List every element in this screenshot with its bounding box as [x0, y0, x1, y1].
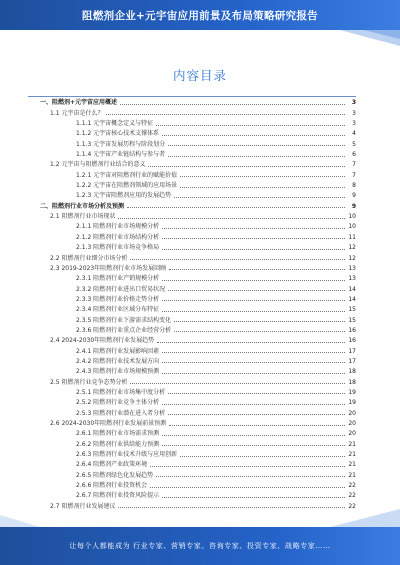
toc-entry[interactable]: [28, 230, 356, 240]
toc-entry-page: 17: [348, 347, 356, 355]
toc-entry-page: 8: [352, 182, 356, 190]
toc-entry-page: 15: [348, 306, 356, 314]
toc-leader-dots: [162, 280, 345, 281]
toc-entry-title: 1.1.1 元宇宙概念定义与特征: [76, 120, 154, 128]
toc-entry[interactable]: [28, 417, 356, 427]
toc-leader-dots: [169, 425, 345, 426]
toc-entry-title: 2.5.2 阻燃剂行业竞争主体分析: [76, 399, 160, 407]
toc-entry-page: 18: [348, 368, 356, 376]
toc-entry[interactable]: [28, 106, 356, 116]
toc-entry-page: 15: [348, 316, 356, 324]
toc-entry-title: 2.6.7 阻燃剂行业投资风险提示: [76, 492, 160, 500]
toc-entry-title: 二、阻燃剂行业市场分析及预测: [40, 202, 125, 210]
toc-entry[interactable]: [28, 189, 356, 199]
toc-leader-dots: [168, 393, 345, 394]
toc-entry-title: 2.4.2 阻燃剂行业技术发展方向: [76, 357, 160, 365]
toc-entry[interactable]: [28, 479, 356, 489]
toc-entry[interactable]: [28, 220, 356, 230]
toc-entry[interactable]: [28, 468, 356, 478]
toc-entry[interactable]: [28, 179, 356, 189]
toc-leader-dots: [162, 352, 345, 353]
toc-entry[interactable]: [28, 458, 356, 468]
toc-entry[interactable]: [28, 303, 356, 313]
toc-entry[interactable]: [28, 386, 356, 396]
toc-entry-title: 2.1.1 阻燃剂行业市场规模分析: [76, 223, 160, 231]
toc-leader-dots: [180, 176, 345, 177]
toc-leader-dots: [127, 207, 345, 208]
toc-entry-title: 1.1 元宇宙是什么？: [50, 109, 104, 117]
toc-entry-title: 2.6.6 阻燃剂行业投资机会: [76, 482, 148, 490]
toc-entry[interactable]: [28, 448, 356, 458]
toc-entry-page: 22: [348, 482, 356, 490]
toc-leader-dots: [150, 466, 345, 467]
toc-entry-page: 11: [348, 233, 356, 241]
toc-entry-title: 2.3.6 阻燃剂行业重点企业经营分析: [76, 326, 172, 334]
toc-leader-dots: [162, 435, 345, 436]
toc-entry-page: 16: [348, 326, 356, 334]
toc-leader-dots: [120, 104, 345, 105]
toc-entry[interactable]: [28, 241, 356, 251]
toc-leader-dots: [168, 156, 345, 157]
toc-entry-page: 14: [348, 285, 356, 293]
toc-leader-dots: [157, 342, 345, 343]
toc-leader-dots: [162, 404, 345, 405]
toc-entry[interactable]: [28, 210, 356, 220]
toc-entry-page: 7: [352, 171, 356, 179]
toc-entry[interactable]: [28, 96, 356, 106]
toc-entry-title: 2.5.3 阻燃剂行业潜在进入者分析: [76, 409, 166, 417]
toc-entry-page: 3: [352, 120, 356, 128]
toc-entry-title: 2.6.2 阻燃剂行业供给能力预测: [76, 440, 160, 448]
toc-entry[interactable]: [28, 272, 356, 282]
toc-leader-dots: [180, 187, 345, 188]
toc-entry[interactable]: [28, 158, 356, 168]
toc-entry-page: 3: [352, 109, 356, 117]
toc-entry-page: 17: [348, 357, 356, 365]
toc-leader-dots: [162, 311, 345, 312]
toc-entry-page: 10: [348, 213, 356, 221]
toc-entry-page: 18: [348, 378, 356, 386]
toc-entry[interactable]: [28, 375, 356, 385]
toc-entry[interactable]: [28, 499, 356, 509]
toc-entry-page: 22: [348, 502, 356, 510]
toc-entry-title: 1.2 元宇宙与阻燃剂行业结合的意义: [50, 161, 146, 169]
table-of-contents: [28, 96, 356, 510]
toc-entry-title: 一、阻燃剂+元宇宙应用概述: [40, 99, 118, 107]
report-title: 阻燃剂企业+元宇宙应用前景及布局策略研究报告: [82, 9, 318, 22]
toc-entry-title: 2.7 阻燃剂行业发展建议: [50, 502, 116, 510]
toc-entry-title: 2.5 阻燃剂行业竞争态势分析: [50, 378, 128, 386]
toc-entry[interactable]: [28, 251, 356, 261]
toc-entry[interactable]: [28, 489, 356, 499]
toc-entry-title: 2.2 阻燃剂行业细分市场分析: [50, 254, 128, 262]
toc-entry-page: 21: [348, 461, 356, 469]
toc-entry-page: 9: [351, 202, 356, 210]
toc-entry[interactable]: [28, 355, 356, 365]
toc-entry[interactable]: [28, 262, 356, 272]
toc-leader-dots: [118, 218, 345, 219]
toc-leader-dots: [180, 456, 345, 457]
toc-leader-dots: [174, 197, 345, 198]
toc-entry[interactable]: [28, 344, 356, 354]
toc-leader-dots: [174, 331, 345, 332]
toc-entry[interactable]: [28, 313, 356, 323]
toc-entry[interactable]: [28, 199, 356, 209]
toc-leader-dots: [162, 362, 345, 363]
toc-leader-dots: [162, 238, 345, 239]
toc-entry-title: 2.6.1 阻燃剂行业市场需求预测: [76, 430, 160, 438]
toc-entry-title: 2.5.1 阻燃剂行业市场集中度分析: [76, 388, 166, 396]
decorative-accent-right: [330, 509, 400, 527]
toc-leader-dots: [162, 445, 345, 446]
toc-entry[interactable]: [28, 396, 356, 406]
toc-entry[interactable]: [28, 334, 356, 344]
toc-entry[interactable]: [28, 117, 356, 127]
toc-entry-page: 14: [348, 295, 356, 303]
toc-leader-dots: [150, 487, 345, 488]
toc-leader-dots: [130, 383, 345, 384]
toc-leader-dots: [168, 145, 345, 146]
toc-leader-dots: [106, 114, 345, 115]
toc-entry[interactable]: [28, 168, 356, 178]
toc-entry[interactable]: [28, 127, 356, 137]
toc-entry[interactable]: [28, 148, 356, 158]
toc-entry-page: 5: [352, 140, 356, 148]
toc-heading: 内容目录: [172, 68, 227, 83]
toc-entry-title: 2.4 2024-2030年阻燃剂行业发展趋势: [50, 337, 155, 345]
toc-entry-title: 2.1.3 阻燃剂行业市场竞争格局: [76, 244, 160, 252]
toc-entry-title: 2.3 2019-2023年阻燃剂行业市场发展回顾: [50, 264, 167, 272]
toc-leader-dots: [156, 125, 345, 126]
toc-entry-page: 13: [348, 275, 356, 283]
toc-leader-dots: [162, 249, 345, 250]
toc-entry-page: 16: [348, 337, 356, 345]
toc-leader-dots: [168, 290, 345, 291]
toc-leader-dots: [162, 300, 345, 301]
toc-entry-title: 2.3.1 阻燃剂行业产销规模分析: [76, 275, 160, 283]
toc-entry-page: 19: [348, 388, 356, 396]
toc-entry-title: 2.3.5 阻燃剂行业下游需求结构变化: [76, 316, 172, 324]
toc-leader-dots: [162, 497, 345, 498]
toc-leader-dots: [162, 228, 345, 229]
footer-slogan: 让每个人都能成为 行业专家、营销专家、咨询专家、投资专家、战略专家……: [69, 542, 331, 550]
toc-entry[interactable]: [28, 282, 356, 292]
toc-leader-dots: [162, 373, 345, 374]
toc-entry-page: 19: [348, 399, 356, 407]
toc-entry-page: 12: [348, 254, 356, 262]
toc-entry-page: 10: [348, 223, 356, 231]
toc-leader-dots: [130, 259, 345, 260]
toc-entry-page: 21: [348, 451, 356, 459]
toc-entry[interactable]: [28, 427, 356, 437]
toc-entry-title: 2.6.4 阻燃剂产业政策环境: [76, 461, 148, 469]
decorative-corner-inner: [364, 30, 400, 39]
toc-entry-page: 21: [348, 471, 356, 479]
toc-entry-title: 2.3.3 阻燃剂行业价格走势分析: [76, 295, 160, 303]
toc-entry[interactable]: [28, 437, 356, 447]
toc-entry-title: 2.3.4 阻燃剂行业区域分布特征: [76, 306, 160, 314]
toc-entry-title: 2.4.1 阻燃剂行业发展影响因素: [76, 347, 160, 355]
toc-entry-title: 2.3.2 阻燃剂行业进出口贸易状况: [76, 285, 166, 293]
toc-entry-page: 3: [351, 99, 356, 107]
toc-entry-title: 1.1.2 元宇宙核心技术支撑体系: [76, 130, 160, 138]
toc-leader-dots: [162, 135, 345, 136]
toc-entry-title: 2.1 阻燃剂行业市场现状: [50, 213, 116, 221]
toc-entry-title: 1.1.4 元宇宙产业链结构与参与者: [76, 151, 166, 159]
toc-entry[interactable]: [28, 365, 356, 375]
toc-entry-page: 21: [348, 440, 356, 448]
toc-entry[interactable]: [28, 293, 356, 303]
toc-leader-dots: [118, 507, 345, 508]
toc-entry-page: 9: [352, 192, 356, 200]
toc-leader-dots: [168, 414, 345, 415]
toc-leader-dots: [156, 476, 345, 477]
toc-entry-title: 2.6.5 阻燃剂绿色化发展趋势: [76, 471, 154, 479]
toc-entry-page: 7: [352, 161, 356, 169]
toc-entry-title: 1.2.3 元宇宙阻燃剂应用的发展趋势: [76, 192, 172, 200]
toc-entry-title: 1.2.2 元宇宙在阻燃剂领域的应用场景: [76, 182, 178, 190]
toc-entry-title: 1.2.1 元宇宙对阻燃剂行业的赋能价值: [76, 171, 178, 179]
toc-entry-title: 2.1.2 阻燃剂行业市场结构分析: [76, 233, 160, 241]
decorative-accent-left: [0, 515, 40, 527]
toc-leader-dots: [169, 269, 345, 270]
toc-entry-page: 20: [348, 420, 356, 427]
toc-entry-title: 2.4.3 阻燃剂行业市场规模预测: [76, 368, 160, 376]
toc-entry-page: 22: [348, 492, 356, 500]
toc-entry-page: 20: [348, 409, 356, 417]
toc-entry-page: 20: [348, 430, 356, 438]
toc-entry[interactable]: [28, 406, 356, 416]
toc-entry-title: 1.1.3 元宇宙发展历程与阶段划分: [76, 140, 166, 148]
footer-bar: [0, 527, 400, 565]
toc-leader-dots: [174, 321, 345, 322]
toc-entry-page: 4: [352, 130, 356, 138]
toc-entry-title: 2.6 2024-2030年阻燃剂行业发展前景预测: [50, 420, 167, 427]
toc-entry-page: 13: [348, 264, 356, 272]
toc-entry-page: 12: [348, 244, 356, 252]
toc-entry-page: 6: [352, 151, 356, 159]
toc-entry[interactable]: [28, 137, 356, 147]
header-bar: [0, 0, 400, 30]
toc-entry[interactable]: [28, 324, 356, 334]
toc-leader-dots: [148, 166, 345, 167]
toc-entry-title: 2.6.3 阻燃剂行业技术升级与应用创新: [76, 451, 178, 459]
